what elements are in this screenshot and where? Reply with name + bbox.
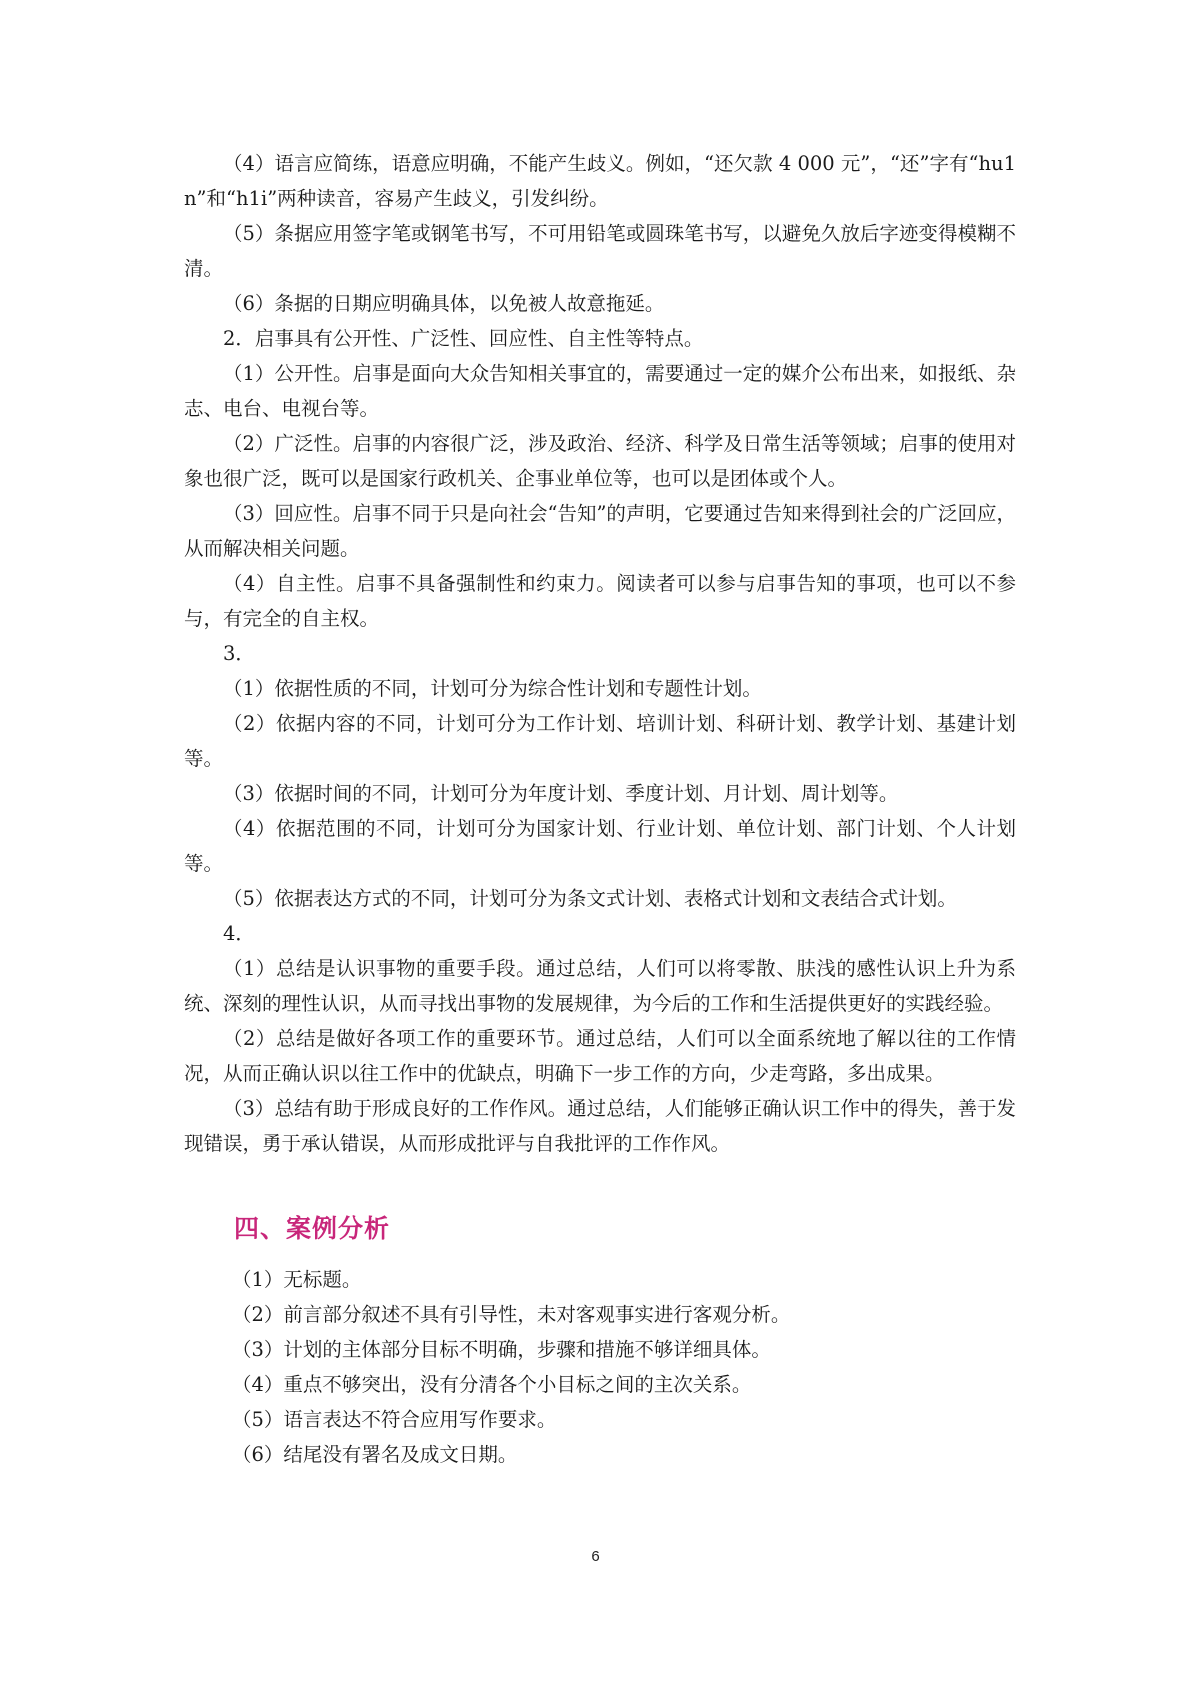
list-item: （6）结尾没有署名及成文日期。 — [232, 1443, 518, 1466]
list-item: （2）前言部分叙述不具有引导性，未对客观事实进行客观分析。 — [232, 1303, 791, 1326]
paragraph: （5）依据表达方式的不同，计划可分为条文式计划、表格式计划和文表结合式计划。 — [223, 887, 957, 910]
list-item: （3）计划的主体部分目标不明确，步骤和措施不够详细具体。 — [232, 1338, 771, 1361]
paragraph: 2．启事具有公开性、广泛性、回应性、自主性等特点。 — [223, 327, 704, 350]
paragraph: （3）总结有助于形成良好的工作作风。通过总结，人们能够正确认识工作中的得失，善于发现错误，勇于承认错误，从而形成批评与自我批评的工作作风。 — [184, 1097, 1016, 1155]
paragraph: （3）回应性。启事不同于只是向社会“告知”的声明，它要通过告知来得到社会的广泛回应，从而解决相关问题。 — [184, 502, 1016, 560]
paragraph: （1）公开性。启事是面向大众告知相关事宜的，需要通过一定的媒介公布出来，如报纸、杂志、电台、电视台等。 — [184, 362, 1016, 420]
paragraph: （2）总结是做好各项工作的重要环节。通过总结，人们可以全面系统地了解以往的工作情况，从而正确认识以往工作中的优缺点，明确下一步工作的方向，少走弯路，多出成果。 — [184, 1027, 1016, 1085]
paragraph: （1）总结是认识事物的重要手段。通过总结，人们可以将零散、肤浅的感性认识上升为系统、深刻的理性认识，从而寻找出事物的发展规律，为今后的工作和生活提供更好的实践经验。 — [184, 957, 1016, 1015]
paragraph: （4）语言应简练，语意应明确，不能产生歧义。例如，“还欠款 4 000 元”，“还”字有“hu1n”和“h1i”两种读音，容易产生歧义，引发纠纷。 — [184, 152, 1016, 210]
paragraph: （6）条据的日期应明确具体，以免被人故意拖延。 — [223, 292, 665, 315]
paragraph: （1）依据性质的不同，计划可分为综合性计划和专题性计划。 — [223, 677, 762, 700]
list-item: （5）语言表达不符合应用写作要求。 — [232, 1408, 557, 1431]
body-text — [184, 146, 1016, 1161]
paragraph: （3）依据时间的不同，计划可分为年度计划、季度计划、月计划、周计划等。 — [223, 782, 899, 805]
paragraph: （5）条据应用签字笔或钢笔书写，不可用铅笔或圆珠笔书写，以避免久放后字迹变得模糊不清。 — [184, 222, 1016, 280]
list-item: （1）无标题。 — [232, 1268, 362, 1291]
paragraph: （4）自主性。启事不具备强制性和约束力。阅读者可以参与启事告知的事项，也可以不参与，有完全的自主权。 — [184, 572, 1016, 630]
section-heading: 四、案例分析 — [234, 1214, 391, 1243]
paragraph: 3． — [223, 642, 255, 665]
paragraph: 4． — [223, 922, 255, 945]
paragraph: （2）依据内容的不同，计划可分为工作计划、培训计划、科研计划、教学计划、基建计划等。 — [184, 712, 1016, 770]
paragraph: （2）广泛性。启事的内容很广泛，涉及政治、经济、科学及日常生活等领域；启事的使用对象也很广泛，既可以是国家行政机关、企事业单位等，也可以是团体或个人。 — [184, 432, 1016, 490]
page-number: 6 — [591, 1548, 600, 1565]
paragraph: （4）依据范围的不同，计划可分为国家计划、行业计划、单位计划、部门计划、个人计划等。 — [184, 817, 1016, 875]
list-item: （4）重点不够突出，没有分清各个小目标之间的主次关系。 — [232, 1373, 752, 1396]
case-analysis-list — [232, 1262, 1016, 1472]
